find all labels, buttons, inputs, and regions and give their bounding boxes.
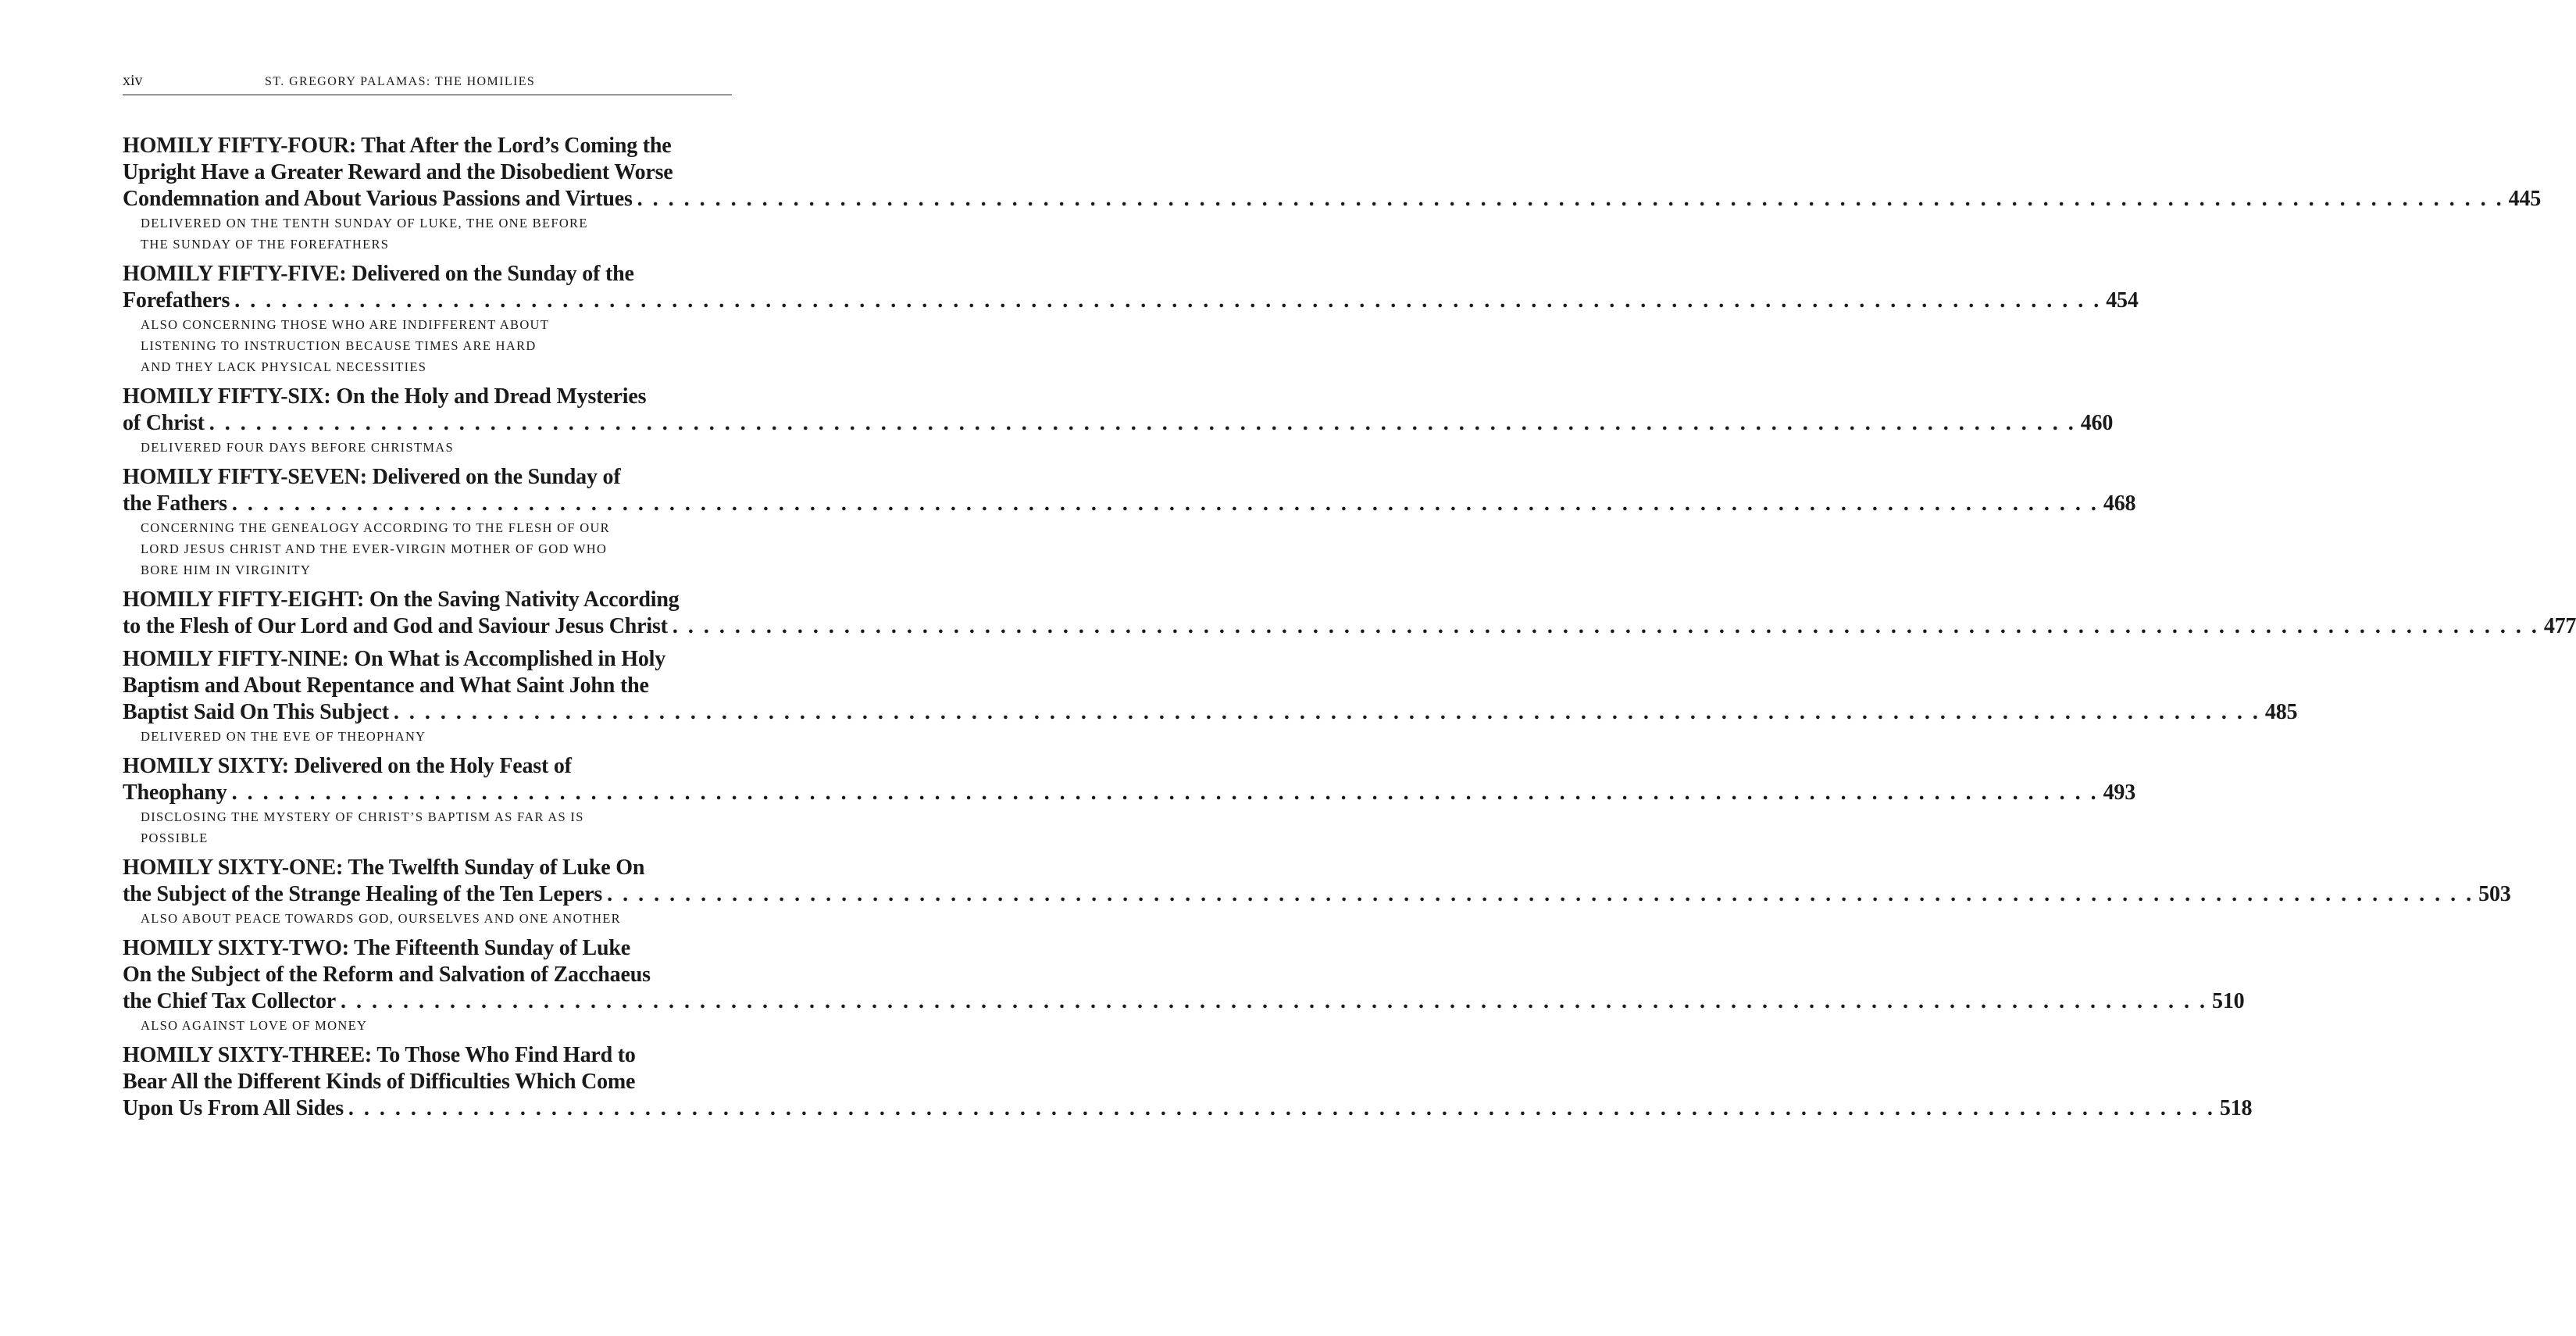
- subtitle-line: POSSIBLE: [141, 831, 209, 845]
- subtitle-line: DELIVERED ON THE EVE OF THEOPHANY: [141, 729, 426, 744]
- dot-leader: . . . . . . . . . . . . . . . . . . . . . . . . . . . . . . . . . . . . . . . . . . . . . . . . . . . . . . . . . . . . . . . . . . . . . . . . . . . . . . . . . . . . . . . . . . . . . . . . . . . . . . . . . . . . . . . . . . . . . . . .: [637, 187, 2504, 211]
- entry-subtitle: [123, 806, 732, 848]
- entry-page-number[interactable]: 454: [2106, 288, 2139, 313]
- subtitle-line: ALSO AGAINST LOVE OF MONEY: [141, 1018, 368, 1033]
- table-of-contents: [123, 133, 2576, 1122]
- title-line: HOMILY FIFTY-NINE: On What is Accomplished in Holy: [123, 647, 666, 671]
- entry-subtitle: [123, 437, 732, 458]
- subtitle-line: DISCLOSING THE MYSTERY OF CHRIST’S BAPTISM AS FAR AS IS: [141, 809, 584, 824]
- title-line: Baptism and About Repentance and What Saint John the: [123, 673, 649, 698]
- subtitle-line: BORE HIM IN VIRGINITY: [141, 563, 312, 577]
- entry-subtitle: [123, 314, 732, 377]
- title-line: Forefathers: [123, 288, 230, 313]
- title-line: HOMILY FIFTY-FIVE: Delivered on the Sunday of the: [123, 262, 634, 286]
- title-line: Theophany: [123, 781, 227, 805]
- toc-entry[interactable]: [123, 464, 2136, 580]
- subtitle-line: LORD JESUS CHRIST AND THE EVER-VIRGIN MOTHER OF GOD WHO: [141, 541, 608, 556]
- entry-subtitle: [123, 908, 732, 929]
- entry-subtitle: [123, 213, 732, 255]
- title-last-line: [123, 613, 2576, 640]
- toc-entry[interactable]: [123, 261, 2139, 377]
- book-page: [123, 72, 2576, 1128]
- entry-page-number[interactable]: 468: [2103, 491, 2136, 516]
- title-line: HOMILY SIXTY-ONE: The Twelfth Sunday of Luke On: [123, 856, 645, 880]
- title-line: HOMILY SIXTY: Delivered on the Holy Feast of: [123, 754, 572, 778]
- entry-title: [123, 384, 2114, 437]
- entry-title: [123, 261, 2139, 314]
- entry-page-number[interactable]: 445: [2508, 187, 2542, 211]
- toc-entry[interactable]: [123, 384, 2114, 458]
- title-last-line: [123, 881, 2511, 908]
- entry-page-number[interactable]: 518: [2219, 1096, 2253, 1120]
- title-last-line: [123, 491, 2136, 517]
- toc-entry[interactable]: [123, 646, 2298, 747]
- entry-subtitle: [123, 726, 732, 747]
- subtitle-line: THE SUNDAY OF THE FOREFATHERS: [141, 237, 390, 252]
- title-line: Upon Us From All Sides: [123, 1096, 344, 1120]
- title-line: HOMILY FIFTY-SEVEN: Delivered on the Sunday of: [123, 465, 621, 489]
- toc-entry[interactable]: [123, 753, 2135, 848]
- title-last-line: [123, 410, 2114, 437]
- title-last-line: [123, 988, 2245, 1015]
- entry-page-number[interactable]: 510: [2212, 989, 2245, 1013]
- subtitle-line: DELIVERED FOUR DAYS BEFORE CHRISTMAS: [141, 440, 454, 455]
- subtitle-line: ALSO ABOUT PEACE TOWARDS GOD, OURSELVES AND ONE ANOTHER: [141, 911, 621, 926]
- title-last-line: [123, 1095, 2253, 1122]
- toc-entry[interactable]: [123, 855, 2511, 929]
- running-head: [123, 72, 732, 95]
- title-last-line: [123, 699, 2298, 726]
- toc-entry[interactable]: [123, 1042, 2253, 1122]
- title-line: to the Flesh of Our Lord and God and Saviour Jesus Christ: [123, 614, 668, 638]
- page-number: xiv: [123, 72, 143, 89]
- dot-leader: . . . . . . . . . . . . . . . . . . . . . . . . . . . . . . . . . . . . . . . . . . . . . . . . . . . . . . . . . . . . . . . . . . . . . . . . . . . . . . . . . . . . . . . . . . . . . . . . . . . . . . . . . . . . . . . . . . . . . . . .: [231, 491, 2099, 516]
- dot-leader: . . . . . . . . . . . . . . . . . . . . . . . . . . . . . . . . . . . . . . . . . . . . . . . . . . . . . . . . . . . . . . . . . . . . . . . . . . . . . . . . . . . . . . . . . . . . . . . . . . . . . . . . . . . . . . . . . . . . . . . .: [341, 989, 2208, 1013]
- title-last-line: [123, 780, 2135, 806]
- entry-page-number[interactable]: 493: [2103, 781, 2135, 805]
- dot-leader: . . . . . . . . . . . . . . . . . . . . . . . . . . . . . . . . . . . . . . . . . . . . . . . . . . . . . . . . . . . . . . . . . . . . . . . . . . . . . . . . . . . . . . . . . . . . . . . . . . . . . . . . . . . . . . . . . . . . . . . .: [348, 1096, 2215, 1120]
- toc-entry[interactable]: [123, 133, 2542, 255]
- entry-title: [123, 133, 2542, 213]
- entry-page-number[interactable]: 485: [2264, 700, 2298, 724]
- title-line: the Fathers: [123, 491, 227, 516]
- entry-title: [123, 753, 2135, 806]
- dot-leader: . . . . . . . . . . . . . . . . . . . . . . . . . . . . . . . . . . . . . . . . . . . . . . . . . . . . . . . . . . . . . . . . . . . . . . . . . . . . . . . . . . . . . . . . . . . . . . . . . . . . . . . . . . . . . . . . . . . . . . . .: [672, 614, 2539, 638]
- toc-entry[interactable]: [123, 935, 2245, 1036]
- entry-page-number[interactable]: 460: [2080, 411, 2114, 435]
- dot-leader: . . . . . . . . . . . . . . . . . . . . . . . . . . . . . . . . . . . . . . . . . . . . . . . . . . . . . . . . . . . . . . . . . . . . . . . . . . . . . . . . . . . . . . . . . . . . . . . . . . . . . . . . . . . . . . . . . . . . . . . .: [393, 700, 2260, 724]
- subtitle-line: ALSO CONCERNING THOSE WHO ARE INDIFFERENT ABOUT: [141, 317, 550, 332]
- dot-leader: . . . . . . . . . . . . . . . . . . . . . . . . . . . . . . . . . . . . . . . . . . . . . . . . . . . . . . . . . . . . . . . . . . . . . . . . . . . . . . . . . . . . . . . . . . . . . . . . . . . . . . . . . . . . . . . . . . . . . . . .: [209, 411, 2076, 435]
- title-line: the Chief Tax Collector: [123, 989, 337, 1013]
- entry-title: [123, 855, 2511, 908]
- entry-page-number[interactable]: 503: [2478, 882, 2511, 906]
- title-last-line: [123, 186, 2542, 213]
- title-last-line: [123, 288, 2139, 314]
- entry-title: [123, 464, 2136, 517]
- title-line: Upright Have a Greater Reward and the Disobedient Worse: [123, 160, 673, 184]
- entry-title: [123, 935, 2245, 1015]
- title-line: HOMILY SIXTY-THREE: To Those Who Find Hard to: [123, 1043, 636, 1067]
- dot-leader: . . . . . . . . . . . . . . . . . . . . . . . . . . . . . . . . . . . . . . . . . . . . . . . . . . . . . . . . . . . . . . . . . . . . . . . . . . . . . . . . . . . . . . . . . . . . . . . . . . . . . . . . . . . . . . . . . . . . . . . .: [234, 288, 2102, 313]
- title-line: of Christ: [123, 411, 205, 435]
- title-line: On the Subject of the Reform and Salvation of Zacchaeus: [123, 963, 651, 987]
- dot-leader: . . . . . . . . . . . . . . . . . . . . . . . . . . . . . . . . . . . . . . . . . . . . . . . . . . . . . . . . . . . . . . . . . . . . . . . . . . . . . . . . . . . . . . . . . . . . . . . . . . . . . . . . . . . . . . . . . . . . . . . .: [607, 882, 2474, 906]
- title-line: HOMILY FIFTY-FOUR: That After the Lord’s Coming the: [123, 134, 672, 158]
- title-line: the Subject of the Strange Healing of the Ten Lepers: [123, 882, 603, 906]
- toc-entry[interactable]: [123, 587, 2576, 640]
- title-line: Bear All the Different Kinds of Difficulties Which Come: [123, 1070, 636, 1094]
- running-title: ST. GREGORY PALAMAS: THE HOMILIES: [265, 75, 536, 88]
- subtitle-line: LISTENING TO INSTRUCTION BECAUSE TIMES ARE HARD: [141, 338, 537, 353]
- title-line: HOMILY SIXTY-TWO: The Fifteenth Sunday of Luke: [123, 936, 630, 960]
- title-line: Baptist Said On This Subject: [123, 700, 389, 724]
- entry-subtitle: [123, 1015, 732, 1036]
- subtitle-line: CONCERNING THE GENEALOGY ACCORDING TO THE FLESH OF OUR: [141, 520, 610, 535]
- title-line: HOMILY FIFTY-SIX: On the Holy and Dread Mysteries: [123, 384, 647, 409]
- entry-title: [123, 1042, 2253, 1122]
- dot-leader: . . . . . . . . . . . . . . . . . . . . . . . . . . . . . . . . . . . . . . . . . . . . . . . . . . . . . . . . . . . . . . . . . . . . . . . . . . . . . . . . . . . . . . . . . . . . . . . . . . . . . . . . . . . . . . . . . . . . . . . .: [231, 781, 2099, 805]
- entry-title: [123, 646, 2298, 726]
- subtitle-line: DELIVERED ON THE TENTH SUNDAY OF LUKE, THE ONE BEFORE: [141, 216, 588, 230]
- entry-title: [123, 587, 2576, 640]
- title-line: HOMILY FIFTY-EIGHT: On the Saving Nativity According: [123, 588, 680, 612]
- entry-page-number[interactable]: 477: [2543, 614, 2576, 638]
- subtitle-line: AND THEY LACK PHYSICAL NECESSITIES: [141, 359, 427, 374]
- entry-subtitle: [123, 517, 732, 580]
- title-line: Condemnation and About Various Passions and Virtues: [123, 187, 633, 211]
